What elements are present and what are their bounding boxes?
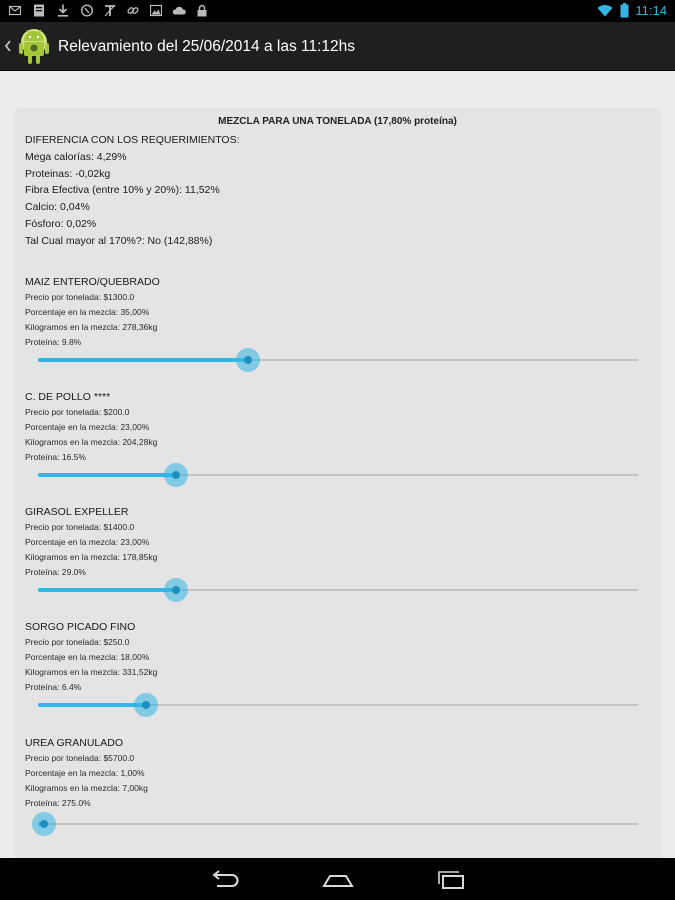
percentage-slider[interactable]	[38, 464, 638, 486]
ingredient-item	[0, 737, 675, 847]
diff-line: Proteinas: -0,02kg	[25, 167, 111, 180]
ingredient-percent: Porcentaje en la mezcla: 1,00%	[25, 768, 145, 778]
action-bar	[0, 22, 675, 71]
ingredient-kilos: Kilogramos en la mezcla: 278,36kg	[25, 322, 158, 332]
app-icon	[81, 4, 93, 17]
ingredient-protein: Proteína: 9.8%	[25, 337, 82, 347]
ingredient-item	[0, 506, 675, 616]
slider-fill	[38, 473, 176, 477]
email-icon	[9, 4, 21, 17]
android-icon[interactable]	[16, 27, 52, 67]
ingredient-item	[0, 276, 675, 386]
ingredient-name: MAIZ ENTERO/QUEBRADO	[25, 276, 160, 288]
diff-line: Tal Cual mayor al 170%?: No (142,88%)	[25, 234, 213, 247]
picture-icon	[150, 4, 162, 17]
diff-line: Fósforo: 0,02%	[25, 217, 97, 230]
percentage-slider[interactable]	[38, 579, 638, 601]
diff-line: Mega calorías: 4,29%	[25, 150, 127, 163]
ingredient-price: Precio por tonelada: $1300.0	[25, 292, 135, 302]
ingredient-percent: Porcentaje en la mezcla: 23,00%	[25, 537, 150, 547]
ingredient-name: UREA GRANULADO	[25, 737, 124, 749]
slider-thumb[interactable]	[134, 693, 158, 717]
ingredient-kilos: Kilogramos en la mezcla: 331,52kg	[25, 667, 158, 677]
ingredient-item	[0, 391, 675, 501]
ingredient-percent: Porcentaje en la mezcla: 18,00%	[25, 652, 150, 662]
ingredient-protein: Proteína: 6.4%	[25, 682, 82, 692]
ingredient-price: Precio por tonelada: $1400.0	[25, 522, 135, 532]
slider-fill	[38, 588, 176, 592]
diff-line: Calcio: 0,04%	[25, 201, 90, 214]
requirements-diff	[25, 132, 240, 250]
ingredient-kilos: Kilogramos en la mezcla: 178,85kg	[25, 552, 158, 562]
text-tool-icon	[104, 4, 116, 17]
document-icon	[33, 4, 45, 17]
screen-title: Relevamiento del 25/06/2014 a las 11:12hs	[58, 38, 356, 55]
ingredient-percent: Porcentaje en la mezcla: 35,00%	[25, 307, 150, 317]
slider-track	[38, 823, 638, 825]
ingredient-price: Precio por tonelada: $200.0	[25, 407, 130, 417]
lock-icon	[196, 4, 208, 17]
ingredient-item	[0, 621, 675, 731]
recent-apps-icon[interactable]	[434, 870, 468, 890]
ingredient-name: GIRASOL EXPELLER	[25, 506, 129, 518]
percentage-slider[interactable]	[38, 349, 638, 371]
ingredient-protein: Proteína: 29.0%	[25, 567, 86, 577]
ingredient-name: SORGO PICADO FINO	[25, 621, 136, 633]
ingredient-price: Precio por tonelada: $250.0	[25, 637, 130, 647]
home-icon[interactable]	[321, 870, 355, 890]
ingredient-protein: Proteína: 16.5%	[25, 452, 86, 462]
navigation-bar	[0, 858, 675, 900]
ingredient-name: C. DE POLLO ****	[25, 391, 111, 403]
percentage-slider[interactable]	[38, 813, 638, 835]
link-icon	[127, 4, 139, 17]
ingredient-price: Precio por tonelada: $5700.0	[25, 753, 135, 763]
status-clock: 11:14	[635, 3, 667, 18]
battery-icon	[620, 3, 629, 18]
mix-title: MEZCLA PARA UNA TONELADA (17,80% proteína)	[218, 116, 457, 127]
diff-heading: DIFERENCIA CON LOS REQUERIMIENTOS:	[25, 134, 240, 146]
slider-thumb[interactable]	[164, 463, 188, 487]
ingredient-protein: Proteína: 275.0%	[25, 798, 91, 808]
ingredient-kilos: Kilogramos en la mezcla: 204,28kg	[25, 437, 158, 447]
slider-thumb[interactable]	[236, 348, 260, 372]
status-bar	[0, 0, 675, 22]
slider-thumb[interactable]	[164, 578, 188, 602]
ingredient-percent: Porcentaje en la mezcla: 23,00%	[25, 422, 150, 432]
wifi-icon	[597, 4, 613, 17]
percentage-slider[interactable]	[38, 694, 638, 716]
chevron-left-icon[interactable]	[3, 38, 13, 54]
diff-line: Fibra Efectiva (entre 10% y 20%): 11,52%	[25, 184, 220, 197]
cloud-icon	[172, 4, 186, 17]
slider-thumb[interactable]	[32, 812, 56, 836]
back-icon[interactable]	[208, 870, 242, 890]
slider-fill	[38, 358, 248, 362]
download-icon	[57, 4, 69, 17]
slider-fill	[38, 703, 146, 707]
ingredient-kilos: Kilogramos en la mezcla: 7,00kg	[25, 783, 148, 793]
